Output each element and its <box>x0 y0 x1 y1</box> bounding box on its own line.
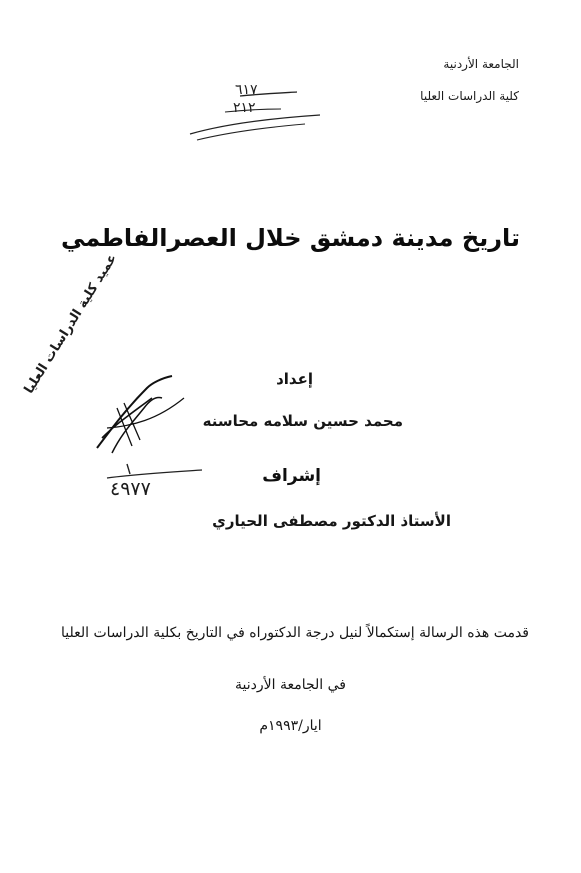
handwritten-number-1: ٦١٧ <box>235 82 258 98</box>
signature-strokes <box>92 368 192 458</box>
prepared-by-label: إعداد <box>276 370 313 388</box>
thesis-title: تاريخ مدينة دمشق خلال العصرالفاطمي <box>60 224 521 252</box>
submission-university: في الجامعة الأردنية <box>235 677 346 693</box>
supervision-label: إشراف <box>262 466 321 486</box>
dean-stamp: عميد كلية الدراسات العليا <box>21 251 121 397</box>
handwritten-registration <box>102 460 212 510</box>
submission-statement: قدمت هذه الرسالة إستكمالاً لنيل درجة الدكتوراه في التاريخ بكلية الدراسات العليا <box>60 625 529 641</box>
supervisor-name: الأستاذ الدكتور مصطفى الحياري <box>212 512 451 530</box>
faculty-name: كلية الدراسات العليا <box>420 89 519 103</box>
signature <box>92 368 192 458</box>
handwritten-reference <box>185 82 325 150</box>
handwritten-number-3: ٤٩٧٧ <box>110 478 151 500</box>
handwritten-number-2: ٢١٢ <box>233 100 256 116</box>
university-name: الجامعة الأردنية <box>443 57 519 71</box>
author-name: محمد حسين سلامه محاسنه <box>202 412 403 430</box>
submission-date: ايار/١٩٩٣م <box>259 718 322 734</box>
